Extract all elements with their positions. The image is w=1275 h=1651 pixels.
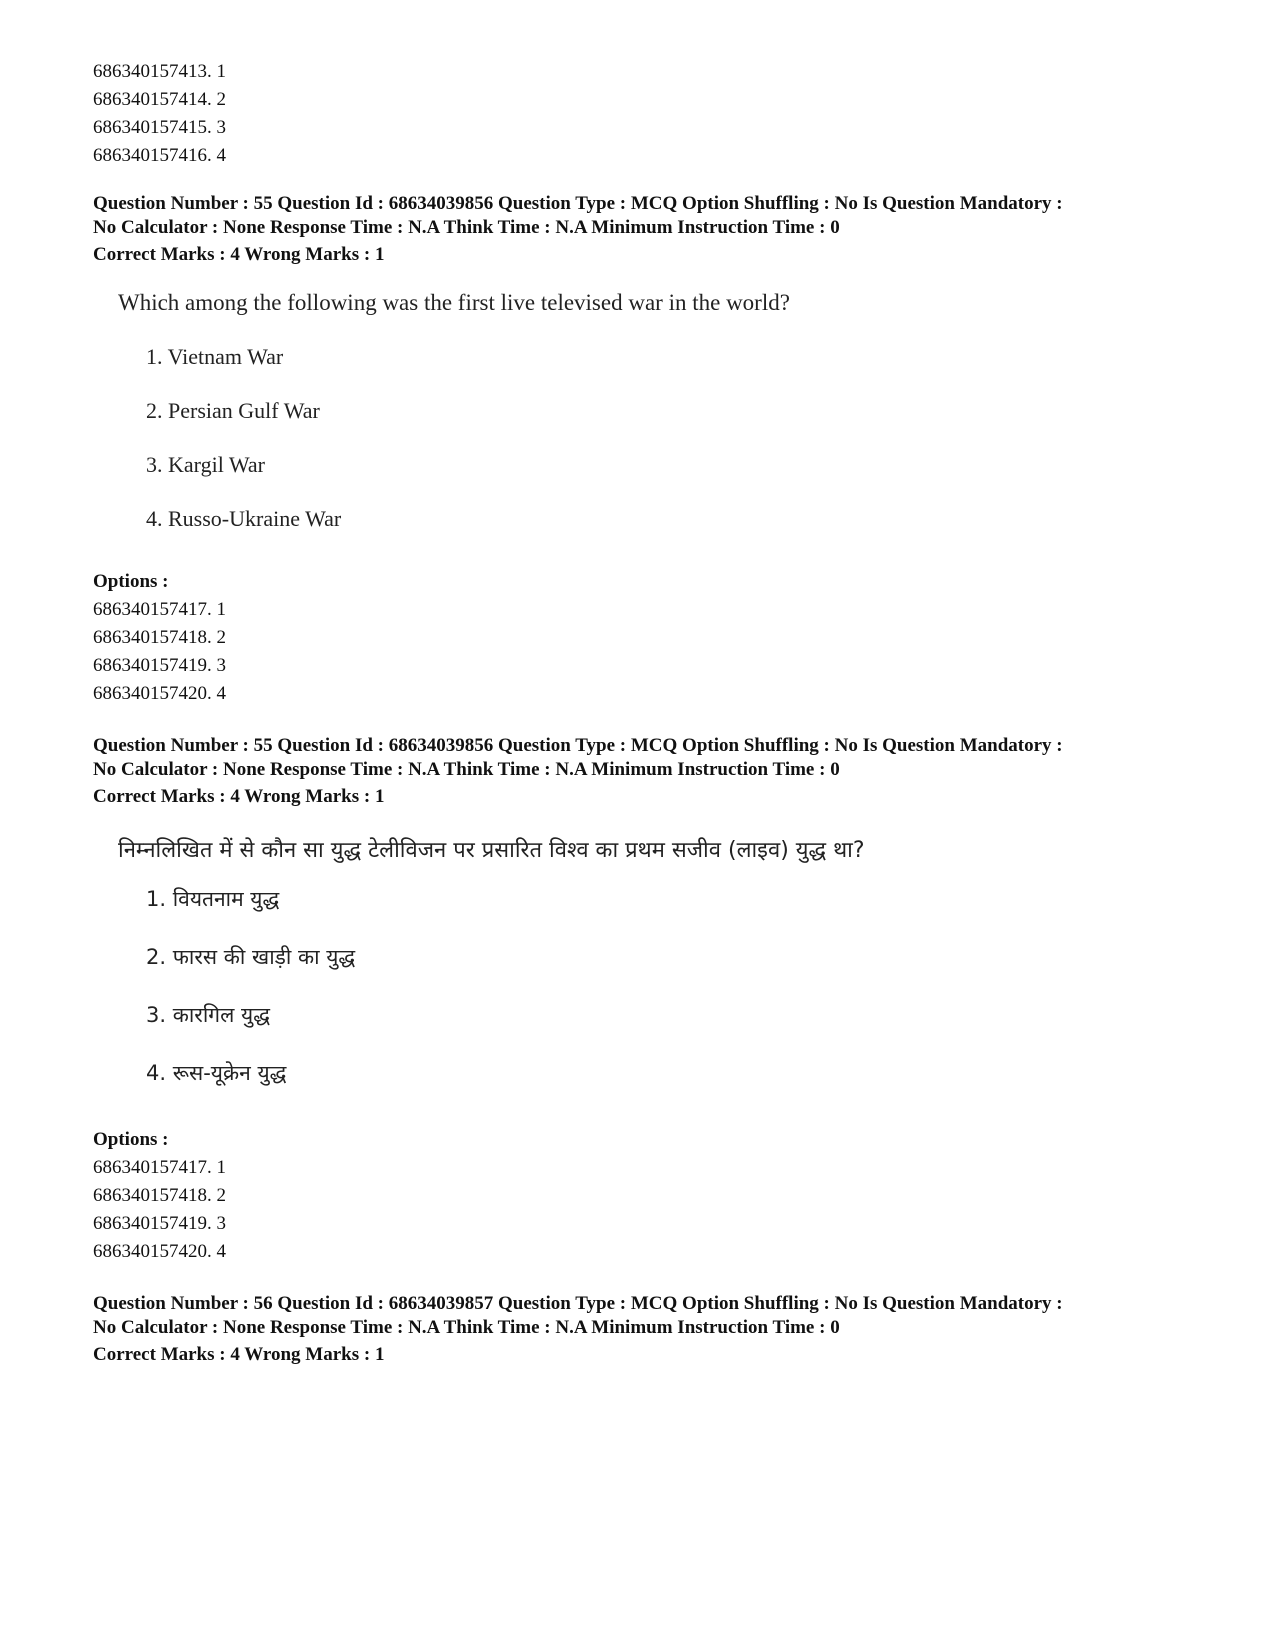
answer-choice: 3. Kargil War xyxy=(146,452,266,477)
option-id-line: 686340157414. 2 xyxy=(93,89,226,110)
previous-options-list xyxy=(93,58,1213,170)
question-text: निम्नलिखित में से कौन सा युद्ध टेलीविजन पर प्रसारित विश्व का प्रथम सजीव (लाइव) युद्ध था? xyxy=(118,838,865,863)
option-id-line: 686340157417. 1 xyxy=(93,1157,226,1178)
option-id-line: 686340157418. 2 xyxy=(93,1185,226,1206)
answer-choice: 4. रूस-यूक्रेन युद्ध xyxy=(146,1061,287,1085)
question-block-english xyxy=(93,192,1213,708)
answer-choice: 4. Russo-Ukraine War xyxy=(146,506,342,531)
option-id-line: 686340157417. 1 xyxy=(93,599,226,620)
options-label: Options : xyxy=(93,1129,169,1150)
question-meta-line2: No Calculator : None Response Time : N.A Think Time : N.A Minimum Instruction Time : 0 xyxy=(93,759,840,780)
question-marks: Correct Marks : 4 Wrong Marks : 1 xyxy=(93,244,385,265)
question-block-next xyxy=(93,1292,1213,1370)
option-id-line: 686340157413. 1 xyxy=(93,61,226,82)
question-marks: Correct Marks : 4 Wrong Marks : 1 xyxy=(93,1344,385,1365)
option-id-line: 686340157419. 3 xyxy=(93,655,226,676)
answer-choice: 1. वियतनाम युद्ध xyxy=(146,887,280,911)
option-id-line: 686340157415. 3 xyxy=(93,117,226,138)
question-meta-line1: Question Number : 55 Question Id : 68634039856 Question Type : MCQ Option Shuffling : No Is Question Mandatory : xyxy=(93,193,1063,214)
question-meta-line1: Question Number : 56 Question Id : 68634039857 Question Type : MCQ Option Shuffling : No Is Question Mandatory : xyxy=(93,1293,1063,1314)
option-id-line: 686340157420. 4 xyxy=(93,683,226,704)
question-content xyxy=(93,290,1213,558)
question-meta-line1: Question Number : 55 Question Id : 68634039856 Question Type : MCQ Option Shuffling : No Is Question Mandatory : xyxy=(93,735,1063,756)
options-label: Options : xyxy=(93,571,169,592)
question-marks: Correct Marks : 4 Wrong Marks : 1 xyxy=(93,786,385,807)
option-id-line: 686340157419. 3 xyxy=(93,1213,226,1234)
option-id-line: 686340157416. 4 xyxy=(93,145,226,166)
question-content xyxy=(93,834,1213,1116)
question-meta-line2: No Calculator : None Response Time : N.A Think Time : N.A Minimum Instruction Time : 0 xyxy=(93,217,840,238)
option-id-line: 686340157420. 4 xyxy=(93,1241,226,1262)
answer-choice: 3. कारगिल युद्ध xyxy=(146,1003,271,1027)
option-id-line: 686340157418. 2 xyxy=(93,627,226,648)
document-page xyxy=(93,58,1213,1370)
question-block-hindi xyxy=(93,734,1213,1266)
answer-choice: 1. Vietnam War xyxy=(146,344,284,369)
question-meta-line2: No Calculator : None Response Time : N.A Think Time : N.A Minimum Instruction Time : 0 xyxy=(93,1317,840,1338)
answer-choice: 2. फारस की खाड़ी का युद्ध xyxy=(146,945,356,969)
question-text: Which among the following was the first live televised war in the world? xyxy=(118,290,790,315)
answer-choice: 2. Persian Gulf War xyxy=(146,398,320,423)
